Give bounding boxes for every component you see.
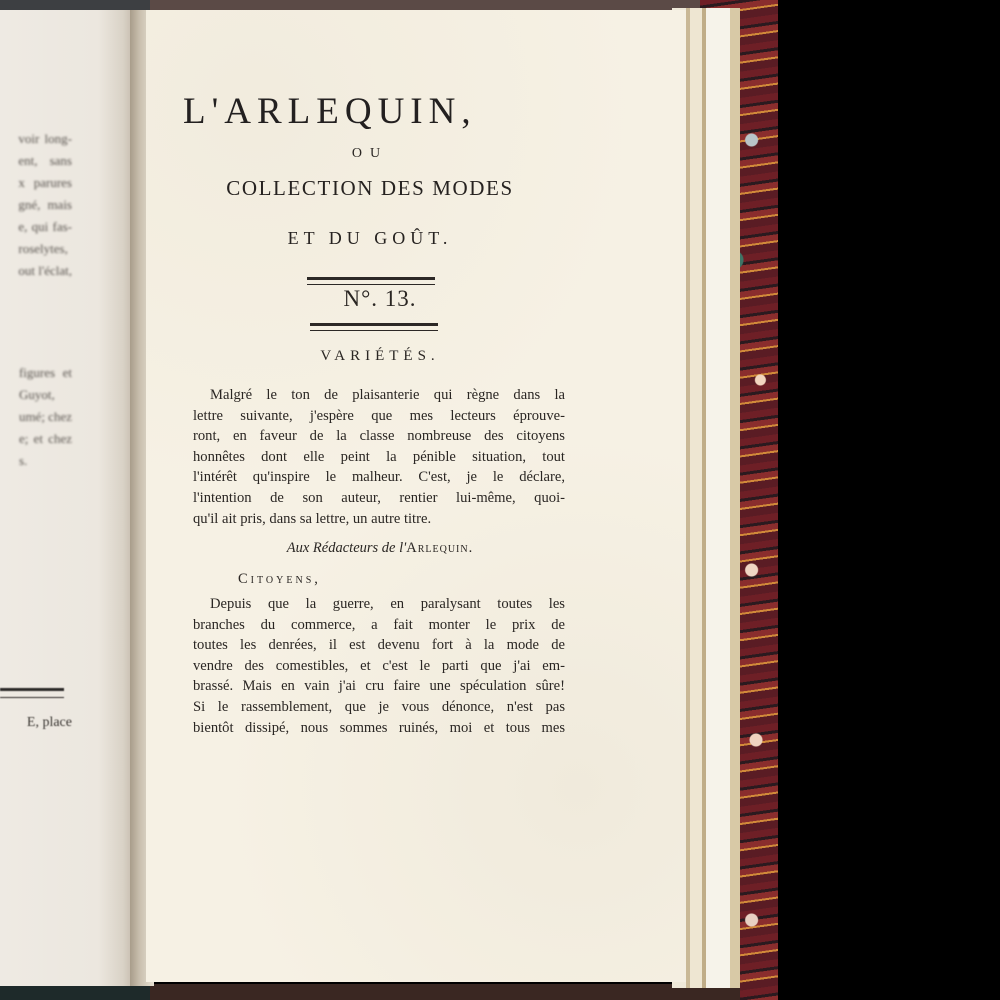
issue-number: N°. 13.: [343, 286, 417, 311]
section-heading: VARIÉTÉS.: [320, 348, 440, 364]
text-line: brassé. Mais en vain j'ai cru faire une spéculation sûre!: [193, 678, 565, 695]
publication-title: L'ARLEQUIN,: [183, 91, 477, 132]
text-line: figures et: [18, 365, 72, 380]
letter-address-prefix: Aux Rédacteurs de l': [286, 540, 407, 556]
left-page-text-middle: [19, 362, 72, 472]
text-line: e, qui fas-: [18, 219, 72, 234]
background: [777, 0, 1000, 1000]
text-line: Depuis que la guerre, en paralysant toutes les: [210, 596, 565, 612]
text-line: lettre suivante, j'espère que mes lecteurs éprouve-: [193, 407, 565, 424]
text-line: out l'éclat,: [18, 263, 72, 278]
text-line: Malgré le ton de plaisanterie qui règne dans la: [210, 387, 565, 403]
text-line: l'intention de son auteur, rentier lui-même, quoi-: [193, 489, 565, 506]
text-line: Guyot,: [18, 387, 55, 402]
subtitle-line-1: COLLECTION DES MODES: [226, 176, 514, 200]
text-line: x parures: [18, 175, 72, 190]
letter-address-name: Arlequin.: [406, 540, 474, 556]
text-line: ent, sans: [18, 153, 72, 168]
left-page-text-top: [18, 128, 72, 282]
letter-address: [190, 540, 570, 557]
text-line: vendre des comestibles, et c'est le parti que j'ai em-: [193, 657, 565, 674]
letter-salutation: Citoyens,: [238, 571, 321, 587]
rule-top: [307, 277, 435, 285]
letter-body: [193, 594, 565, 738]
bottom-edge: [0, 984, 740, 1000]
text-line: qu'il ait pris, dans sa lettre, un autre titre.: [193, 510, 432, 527]
text-line: Si le rassemblement, que je vous dénonce, n'est pas: [193, 698, 565, 715]
text-line: l'intérêt qu'inspire le malheur. C'est, je le déclare,: [193, 469, 565, 486]
text-line: e; et chez: [18, 431, 72, 446]
subtitle-line-2: ET DU GOÛT.: [287, 228, 453, 248]
text-line: umé; chez: [18, 409, 72, 424]
rule-bottom: [310, 323, 438, 331]
text-line: bientôt dissipé, nous sommes ruinés, moi et tous mes: [193, 719, 565, 736]
text-line: gné, mais: [18, 197, 72, 212]
intro-paragraph: [193, 385, 565, 529]
left-page: [0, 10, 140, 986]
text-line: honnêtes dont elle peint la pénible situation, tout: [193, 448, 565, 465]
text-line: branches du commerce, a fait monter le prix de: [193, 616, 565, 633]
text-line: toutes les denrées, il est devenu fort à la mode de: [193, 637, 565, 654]
left-page-rule: [0, 688, 64, 698]
title-connector: OU: [351, 146, 389, 161]
text-line: s.: [18, 453, 28, 468]
text-line: roselytes,: [18, 241, 68, 256]
text-line: ront, en faveur de la classe nombreuse des citoyens: [193, 428, 565, 445]
text-line: voir long-: [18, 131, 72, 146]
left-page-text-bottom: E, place: [26, 715, 72, 730]
